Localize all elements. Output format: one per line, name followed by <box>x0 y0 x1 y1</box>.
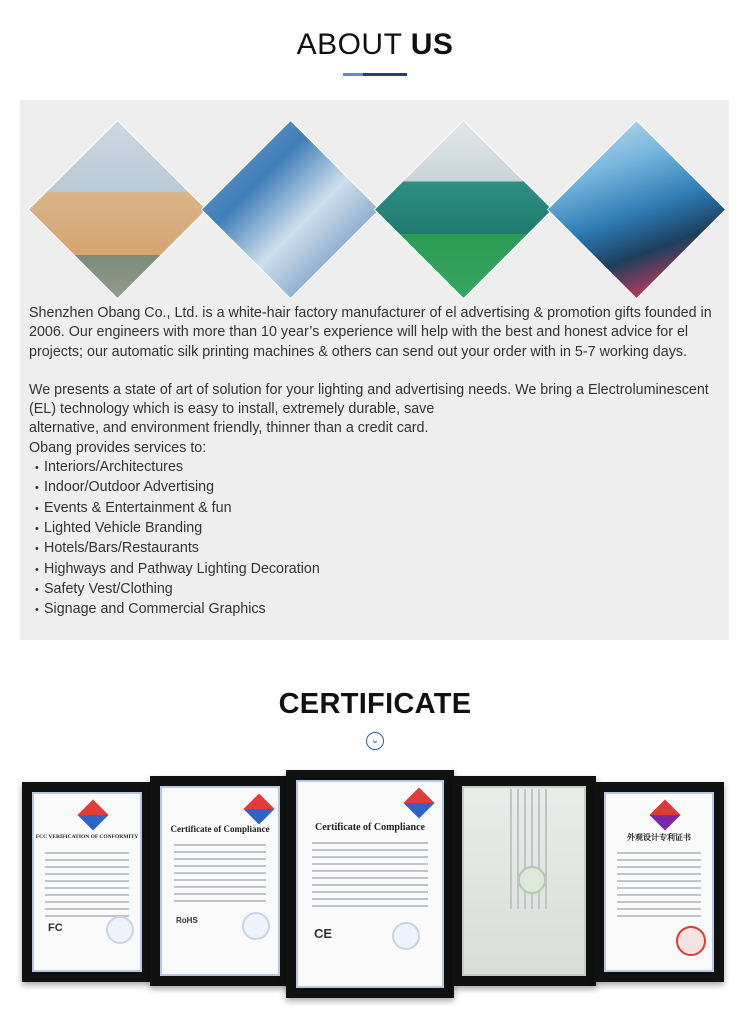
about-title-light: ABOUT <box>296 28 402 61</box>
certificate-heading: 外观设计专利证书 <box>627 833 691 842</box>
worker-at-machine-photo <box>201 120 381 300</box>
list-item: • Events & Entertainment & fun <box>29 499 729 519</box>
about-text <box>29 304 729 620</box>
certificate-logo-icon <box>649 799 680 830</box>
factory-photo-row <box>20 120 729 300</box>
fcc-certificate-frame[interactable] <box>22 782 152 982</box>
solution-paragraph-line1: We presents a state of art of solution for your lighting and advertising needs. We bring a Electroluminescent (EL) technology which is easy to install, extremely durable, save <box>29 381 709 418</box>
about-panel <box>20 100 729 640</box>
red-seal-icon <box>676 926 706 956</box>
certificate-heading: Certificate of Compliance <box>170 824 270 834</box>
design-patent-frame[interactable] <box>594 782 724 982</box>
certificate-heading: Certificate of Compliance <box>315 822 425 833</box>
ce-certificate-frame[interactable] <box>286 770 454 998</box>
seal-icon <box>518 866 546 894</box>
silk-printing-machine-photo <box>374 120 554 300</box>
seal-icon <box>392 922 420 950</box>
list-item: • Interiors/Architectures <box>29 458 729 478</box>
rohs-certificate-frame[interactable] <box>150 776 290 986</box>
list-item: • Highways and Pathway Lighting Decoration <box>29 560 729 580</box>
factory-building-photo <box>28 120 208 300</box>
certificate-logo-icon <box>243 793 274 824</box>
list-item: • Lighted Vehicle Branding <box>29 519 729 539</box>
ce-mark: CE <box>314 926 333 941</box>
services-intro: Obang provides services to: <box>29 439 207 456</box>
certificate-logo-icon <box>77 799 108 830</box>
chevron-down-circle-icon[interactable]: ⌄ <box>366 732 384 750</box>
solution-paragraph-line2: alternative, and environment friendly, thinner than a credit card. <box>29 420 429 437</box>
certificate-title: CERTIFICATE <box>278 688 472 720</box>
seal-icon <box>242 912 270 940</box>
certificate-gallery <box>0 770 750 1010</box>
about-us-title <box>0 28 750 62</box>
certificate-heading: FCC VERIFICATION OF CONFORMITY <box>35 834 139 840</box>
seal-icon <box>106 916 134 944</box>
services-list <box>29 458 729 620</box>
title-underline <box>343 73 407 76</box>
patent-certificate-frame[interactable] <box>452 776 596 986</box>
list-item: • Hotels/Bars/Restaurants <box>29 539 729 559</box>
list-item: • Indoor/Outdoor Advertising <box>29 478 729 498</box>
about-title-bold: US <box>410 28 454 61</box>
assembly-workers-photo <box>547 120 727 300</box>
list-item: • Signage and Commercial Graphics <box>29 600 729 620</box>
list-item: • Safety Vest/Clothing <box>29 580 729 600</box>
certificate-logo-icon <box>403 787 434 818</box>
company-intro-paragraph: Shenzhen Obang Co., Ltd. is a white-hair factory manufacturer of el advertising & promotion gifts founded in 2006. Our engineers with more than 10 year’s experience will help with the best and honest advice for el projects; our automatic silk printing machines & others can send out your order with in 5-7 working days. <box>29 305 712 360</box>
rohs-mark: RoHS <box>176 916 198 925</box>
fcc-mark: FC <box>48 922 63 934</box>
